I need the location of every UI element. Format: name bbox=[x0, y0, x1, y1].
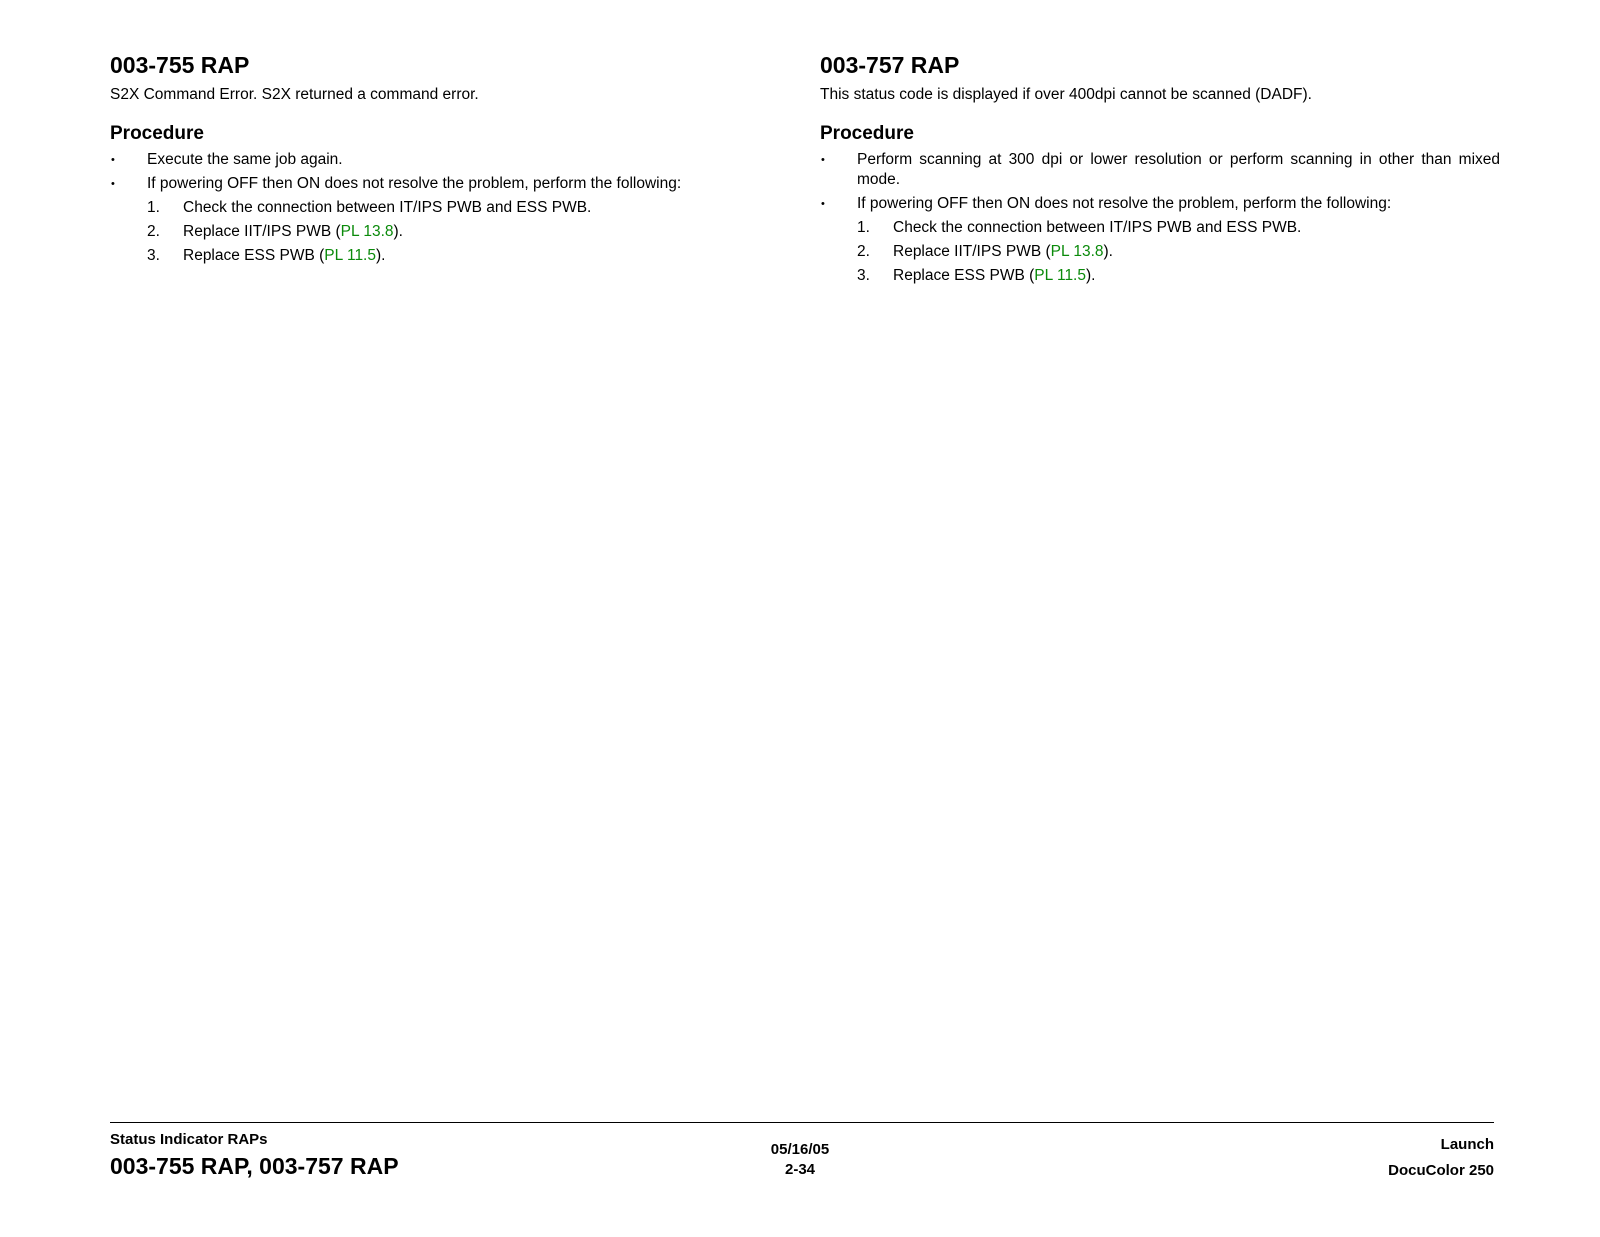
step-number: 3. bbox=[857, 267, 870, 284]
procedure-heading: Procedure bbox=[820, 123, 914, 144]
procedure-steps bbox=[820, 218, 1500, 286]
rap-title: 003-755 RAP bbox=[110, 52, 250, 78]
step-text-after: ). bbox=[1086, 267, 1096, 284]
step-text: Replace IIT/IPS PWB ( bbox=[183, 223, 341, 240]
step-text: Check the connection between IT/IPS PWB and ESS PWB. bbox=[183, 199, 592, 216]
rap-description: S2X Command Error. S2X returned a command error. bbox=[110, 86, 479, 103]
footer-left bbox=[110, 1131, 399, 1181]
procedure-step bbox=[110, 246, 790, 266]
procedure-steps bbox=[110, 198, 790, 266]
rap-title: 003-757 RAP bbox=[820, 52, 960, 78]
rap-section-003-755 bbox=[110, 50, 790, 270]
footer-divider bbox=[110, 1122, 1494, 1123]
procedure-step bbox=[110, 222, 790, 242]
step-text-after: ). bbox=[1103, 243, 1113, 260]
step-number: 2. bbox=[147, 223, 160, 240]
procedure-bullets bbox=[110, 150, 790, 194]
procedure-bullet bbox=[110, 174, 790, 194]
procedure-bullet bbox=[820, 150, 1500, 190]
bullet-text: Perform scanning at 300 dpi or lower resolution or perform scanning in other than mixed mode. bbox=[857, 151, 1500, 188]
bullet-icon: • bbox=[821, 198, 825, 210]
parts-list-link[interactable]: PL 13.8 bbox=[340, 223, 394, 240]
bullet-text: Execute the same job again. bbox=[147, 151, 343, 168]
step-number: 1. bbox=[147, 199, 160, 216]
bullet-text: If powering OFF then ON does not resolve the problem, perform the following: bbox=[857, 195, 1392, 212]
procedure-step bbox=[820, 242, 1500, 262]
footer-date: 05/16/05 bbox=[770, 1141, 830, 1158]
bullet-icon: • bbox=[111, 154, 115, 166]
bullet-icon: • bbox=[821, 154, 825, 166]
footer-page-title: 003-755 RAP, 003-757 RAP bbox=[110, 1153, 399, 1179]
footer-product: DocuColor 250 bbox=[1388, 1162, 1494, 1179]
parts-list-link[interactable]: PL 13.8 bbox=[1050, 243, 1104, 260]
procedure-step bbox=[820, 218, 1500, 238]
step-text: Replace ESS PWB ( bbox=[183, 247, 325, 264]
parts-list-link[interactable]: PL 11.5 bbox=[324, 247, 376, 264]
procedure-step bbox=[820, 266, 1500, 286]
procedure-step bbox=[110, 198, 790, 218]
footer-right bbox=[1388, 1132, 1494, 1184]
step-text: Check the connection between IT/IPS PWB and ESS PWB. bbox=[893, 219, 1302, 236]
footer-section-name: Status Indicator RAPs bbox=[110, 1131, 268, 1148]
step-number: 2. bbox=[857, 243, 870, 260]
rap-section-003-757 bbox=[820, 50, 1500, 290]
rap-description: This status code is displayed if over 400dpi cannot be scanned (DADF). bbox=[820, 86, 1312, 103]
procedure-bullet bbox=[820, 194, 1500, 214]
bullet-text: If powering OFF then ON does not resolve the problem, perform the following: bbox=[147, 175, 682, 192]
procedure-bullet bbox=[110, 150, 790, 170]
step-number: 3. bbox=[147, 247, 160, 264]
step-number: 1. bbox=[857, 219, 870, 236]
step-text-after: ). bbox=[376, 247, 386, 264]
bullet-icon: • bbox=[111, 178, 115, 190]
footer-status: Launch bbox=[1440, 1136, 1494, 1153]
procedure-bullets bbox=[820, 150, 1500, 214]
parts-list-link[interactable]: PL 11.5 bbox=[1034, 267, 1086, 284]
step-text: Replace ESS PWB ( bbox=[893, 267, 1035, 284]
footer-center bbox=[700, 1140, 900, 1180]
step-text-after: ). bbox=[393, 223, 403, 240]
procedure-heading: Procedure bbox=[110, 123, 204, 144]
footer-page-number: 2-34 bbox=[784, 1161, 816, 1178]
step-text: Replace IIT/IPS PWB ( bbox=[893, 243, 1051, 260]
